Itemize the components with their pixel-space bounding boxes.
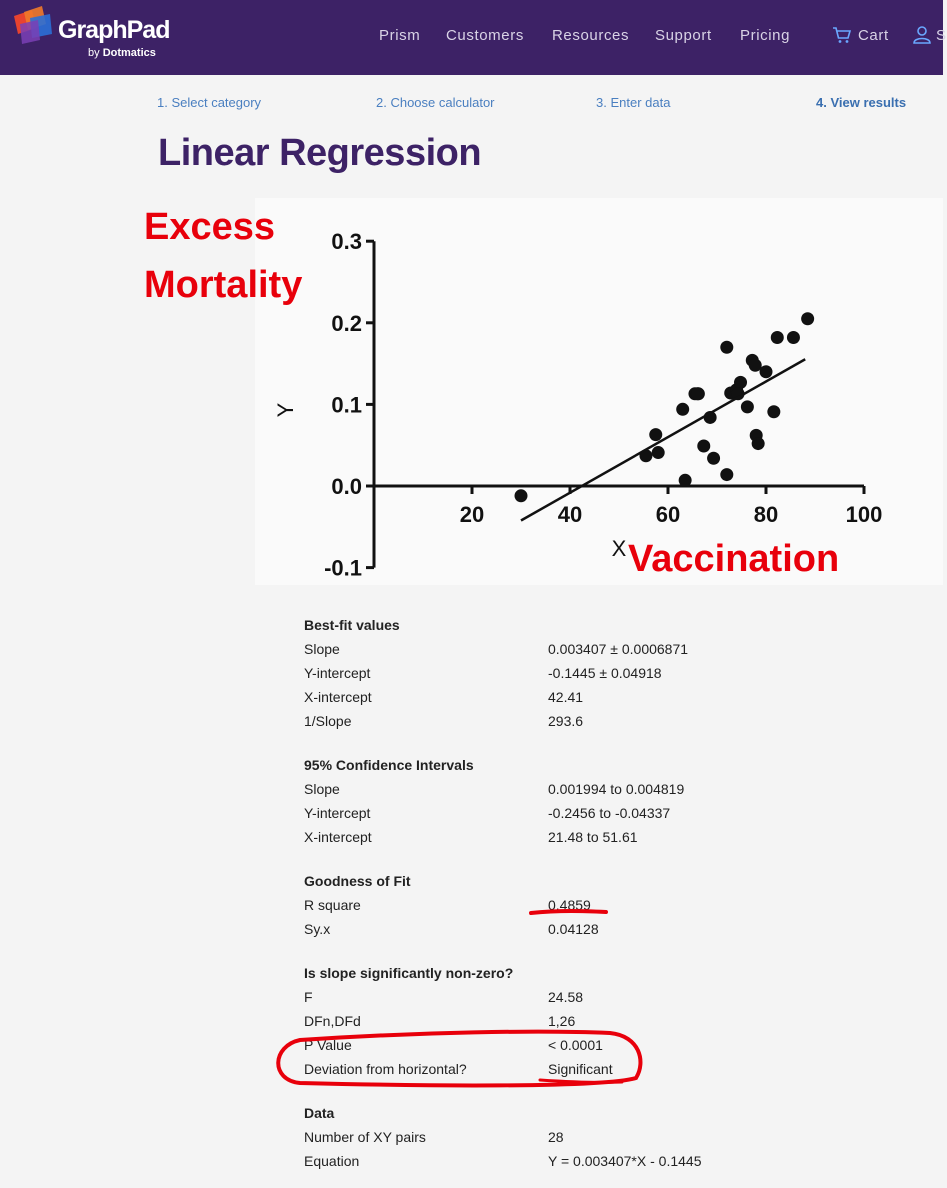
row-label: Equation bbox=[304, 1153, 360, 1169]
row-label: X-intercept bbox=[304, 689, 372, 705]
row-label: Sy.x bbox=[304, 921, 331, 937]
row-value: 293.6 bbox=[548, 713, 584, 729]
annotation-y-note-line2: Mortality bbox=[144, 264, 303, 306]
row-label: DFn,DFd bbox=[304, 1013, 361, 1029]
section-heading: Goodness of Fit bbox=[304, 873, 411, 889]
row-label: R square bbox=[304, 897, 361, 913]
row-label: 1/Slope bbox=[304, 713, 352, 729]
brand-name[interactable]: GraphPad bbox=[58, 16, 170, 44]
step-choose-calculator[interactable]: 2. Choose calculator bbox=[376, 95, 495, 110]
underline-r-square bbox=[531, 911, 606, 913]
x-tick-label: 80 bbox=[753, 502, 779, 527]
x-tick-label: 100 bbox=[845, 502, 883, 527]
circle-p-value bbox=[278, 1032, 640, 1086]
row-label: Deviation from horizontal? bbox=[304, 1061, 467, 1077]
row-label: X-intercept bbox=[304, 829, 372, 845]
y-tick-label: -0.1 bbox=[324, 555, 362, 581]
section-heading: Is slope significantly non-zero? bbox=[304, 965, 514, 981]
row-value: 42.41 bbox=[548, 689, 584, 705]
row-value: Y = 0.003407*X - 0.1445 bbox=[548, 1153, 702, 1169]
brand-parent: Dotmatics bbox=[102, 47, 156, 59]
row-value: 0.4859 bbox=[548, 897, 591, 913]
annotation-x-note: Vaccination bbox=[628, 538, 840, 580]
row-value: 0.003407 ± 0.0006871 bbox=[548, 641, 689, 657]
y-tick-label: 0.3 bbox=[331, 229, 362, 255]
brand-by: by bbox=[88, 47, 100, 59]
y-tick-label: 0.1 bbox=[331, 392, 362, 418]
row-label: Number of XY pairs bbox=[304, 1129, 426, 1145]
y-tick-label: 0.0 bbox=[331, 474, 362, 499]
y-axis-label: Y bbox=[273, 402, 298, 418]
row-value: 24.58 bbox=[548, 989, 584, 1005]
y-tick-label: 0.2 bbox=[331, 310, 362, 336]
row-label: Slope bbox=[304, 781, 340, 797]
row-label: P Value bbox=[304, 1037, 352, 1053]
x-tick-label: 60 bbox=[655, 502, 681, 527]
section-heading: Data bbox=[304, 1105, 335, 1121]
nav-prism[interactable]: Prism bbox=[379, 27, 421, 44]
annotation-y-note-line1: Excess bbox=[144, 206, 276, 248]
row-label: Y-intercept bbox=[304, 805, 371, 821]
x-tick-label: 40 bbox=[557, 502, 583, 527]
nav-customers[interactable]: Customers bbox=[446, 27, 524, 44]
page-title: Linear Regression bbox=[158, 132, 482, 174]
row-value: 0.001994 to 0.004819 bbox=[548, 781, 685, 797]
section-heading: Best-fit values bbox=[304, 617, 400, 633]
row-value: Significant bbox=[548, 1061, 613, 1077]
step-select-category[interactable]: 1. Select category bbox=[157, 95, 262, 110]
x-tick-label: 20 bbox=[459, 502, 485, 527]
row-value: < 0.0001 bbox=[548, 1037, 603, 1053]
step-view-results[interactable]: 4. View results bbox=[816, 95, 907, 110]
row-label: Y-intercept bbox=[304, 665, 371, 681]
row-value: -0.2456 to -0.04337 bbox=[548, 805, 671, 821]
x-axis-label: X bbox=[611, 536, 627, 561]
row-label: Slope bbox=[304, 641, 340, 657]
row-value: 21.48 to 51.61 bbox=[548, 829, 638, 845]
row-value: 1,26 bbox=[548, 1013, 576, 1029]
row-label: F bbox=[304, 989, 313, 1005]
nav-support[interactable]: Support bbox=[655, 27, 712, 44]
nav-pricing[interactable]: Pricing bbox=[740, 27, 791, 44]
nav-resources[interactable]: Resources bbox=[552, 27, 630, 44]
row-value: 28 bbox=[548, 1129, 564, 1145]
row-value: -0.1445 ± 0.04918 bbox=[548, 665, 662, 681]
section-heading: 95% Confidence Intervals bbox=[304, 757, 474, 773]
row-value: 0.04128 bbox=[548, 921, 599, 937]
step-enter-data[interactable]: 3. Enter data bbox=[596, 95, 671, 110]
nav-account[interactable]: S bbox=[936, 27, 947, 44]
nav-cart[interactable]: Cart bbox=[858, 27, 889, 44]
